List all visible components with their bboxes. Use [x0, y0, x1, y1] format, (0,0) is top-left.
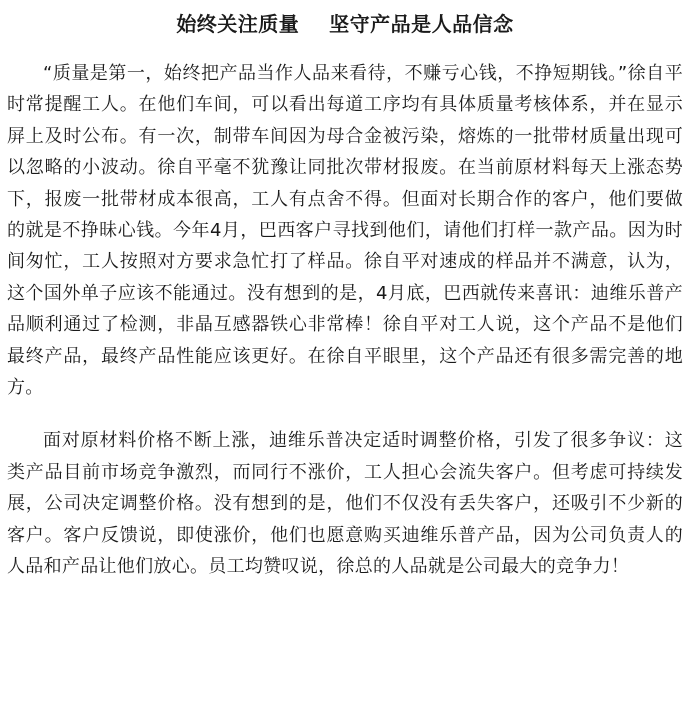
article-paragraph-1: “质量是第一，始终把产品当作人品来看待，不赚亏心钱，不挣短期钱。”徐自平时常提醒工人。在他们车间，可以看出每道工序均有具体质量考核体系，并在显示屏上及时公布。有一次，制带车间因为母合金被污染，熔炼的一批带材质量出现可以忽略的小波动。徐自平毫不犹豫让同批次带材报废。在当前原材料每天上涨态势下，报废一批带材成本很高，工人有点舍不得。但面对长期合作的客户，他们要做的就是不挣昧心钱。今年4月，巴西客户寻找到他们，请他们打样一款产品。因为时间匆忙，工人按照对方要求急忙打了样品。徐自平对速成的样品并不满意，认为，这个国外单子应该不能通过。没有想到的是，4月底，巴西就传来喜讯：迪维乐普产品顺利通过了检测，非晶互感器铁心非常棒！徐自平对工人说，这个产品不是他们最终产品，最终产品性能应该更好。在徐自平眼里，这个产品还有很多需完善的地方。 [7, 63, 683, 399]
article-title: 始终关注质量 坚守产品是人品信念 [176, 12, 514, 36]
article-paragraph-2: 面对原材料价格不断上涨，迪维乐普决定适时调整价格，引发了很多争议：这类产品目前市场竞争激烈，而同行不涨价，工人担心会流失客户。但考虑可持续发展，公司决定调整价格。没有想到的是，他们不仅没有丢失客户，还吸引不少新的客户。客户反馈说，即使涨价，他们也愿意购买迪维乐普产品，因为公司负责人的人品和产品让他们放心。员工均赞叹说，徐总的人品就是公司最大的竞争力！ [7, 430, 683, 578]
